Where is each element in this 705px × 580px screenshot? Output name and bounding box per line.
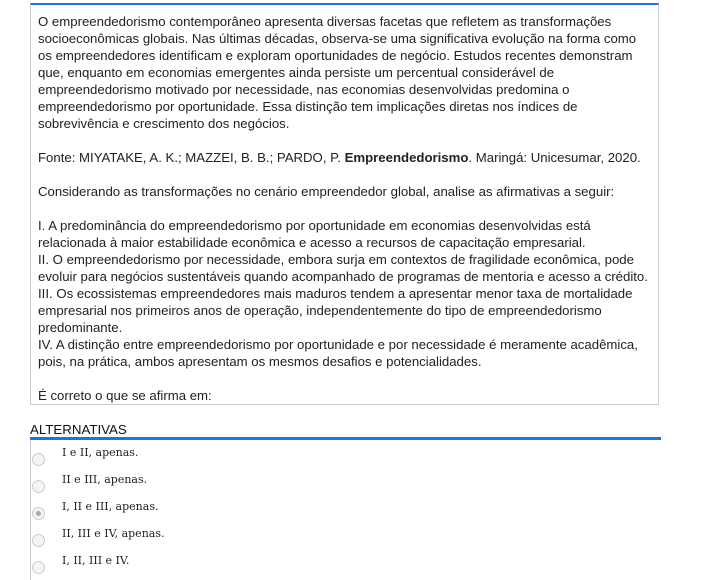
- statements: [38, 217, 651, 370]
- option-b[interactable]: [31, 471, 631, 498]
- question-paragraph: O empreendedorismo contemporâneo apresenta diversas facetas que refletem as transformações socioeconômicas globais. Nas últimas décadas, observa-se uma significativa evolução na forma como os empreendedores identificam e exploram oportunidades de negócio. Estudos recentes demonstram que, enquanto em economias emergentes ainda persiste um percentual considerável de empreendedorismo motivado por necessidade, nas economias desenvolvidas predomina o empreendedorismo por oportunidade. Essa distinção tem implicações diretas nos índices de sobrevivência e crescimento dos negócios.: [38, 14, 637, 131]
- option-a[interactable]: [31, 444, 631, 471]
- radio-button[interactable]: [32, 453, 45, 466]
- question-closing: É correto o que se afirma em:: [38, 388, 212, 403]
- radio-button[interactable]: [32, 534, 45, 547]
- option-label: II e III, apenas.: [62, 473, 148, 486]
- source-title: Empreendedorismo: [344, 150, 469, 165]
- source-prefix: Fonte: MIYATAKE, A. K.; MAZZEI, B. B.; PARDO, P.: [38, 150, 345, 165]
- option-label: I, II, III e IV.: [62, 554, 130, 567]
- statement: I. A predominância do empreendedorismo por oportunidade em economias desenvolvidas está relacionada à maior estabilidade econômica e acesso a recursos de capacitação empresarial.: [38, 218, 591, 250]
- question-box: [30, 3, 659, 405]
- question-prompt: Considerando as transformações no cenário empreendedor global, analise as afirmativas a seguir:: [38, 184, 615, 199]
- alternatives-title: ALTERNATIVAS: [30, 422, 127, 437]
- statement: II. O empreendedorismo por necessidade, embora surja em contextos de fragilidade econômica, pode evoluir para negócios sustentáveis quando acompanhado de programas de mentoria e acesso a crédito.: [38, 252, 648, 284]
- alternatives-list: [30, 440, 662, 580]
- option-d[interactable]: [31, 525, 631, 552]
- source-citation: [38, 149, 651, 166]
- radio-button-selected[interactable]: [32, 507, 45, 520]
- statement: III. Os ecossistemas empreendedores mais maduros tendem a apresentar menor taxa de mortalidade empresarial nos primeiros anos de operação, independentemente do tipo de empreendedorismo predominante.: [38, 286, 633, 335]
- option-label: I, II e III, apenas.: [62, 500, 159, 513]
- option-label: II, III e IV, apenas.: [62, 527, 165, 540]
- statement: IV. A distinção entre empreendedorismo por oportunidade e por necessidade é meramente acadêmica, pois, na prática, ambos apresentam os mesmos desafios e potencialidades.: [38, 337, 638, 369]
- radio-button[interactable]: [32, 480, 45, 493]
- option-label: I e II, apenas.: [62, 446, 139, 459]
- option-e[interactable]: [31, 552, 631, 579]
- source-suffix: . Maringá: Unicesumar, 2020.: [468, 150, 641, 165]
- option-c[interactable]: [31, 498, 631, 525]
